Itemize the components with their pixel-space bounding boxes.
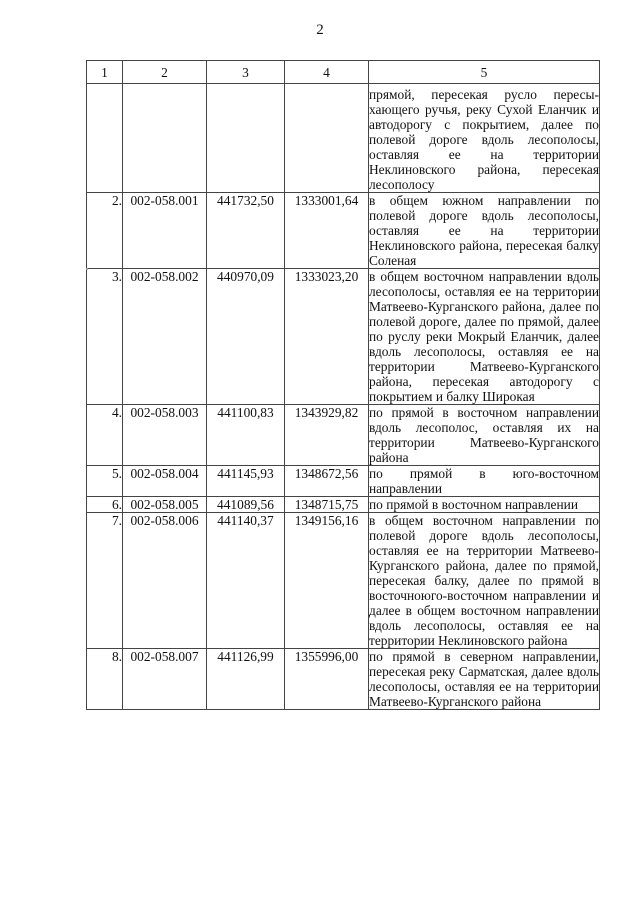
coordinate-x <box>207 84 285 193</box>
boundary-table <box>86 60 600 710</box>
table-row <box>87 497 600 513</box>
table-row <box>87 513 600 649</box>
point-code <box>123 84 207 193</box>
row-number: 3. <box>87 269 123 405</box>
boundary-description: в общем восточном направлении по полевой дороге вдоль лесополосы, оставляя ее на территории Матвеево-Курганского района, далее по прямой, пересекая балку, далее по прямой в восточноюго-восточном направлении и далее в общем восточном направлении вдоль лесополосы, оставляя ее на территории Неклиновского района <box>369 513 599 648</box>
boundary-description: по прямой в восточном направлении вдоль лесополос, оставляя их на территории Матвеево-Курганского района <box>369 405 599 465</box>
point-code: 002-058.006 <box>123 513 207 649</box>
row-number <box>87 84 123 193</box>
coordinate-y <box>285 84 369 193</box>
column-header-5: 5 <box>369 61 600 84</box>
coordinate-y: 1348672,56 <box>285 466 369 497</box>
point-code: 002-058.004 <box>123 466 207 497</box>
coordinate-x: 441089,56 <box>207 497 285 513</box>
point-code: 002-058.005 <box>123 497 207 513</box>
row-number: 5. <box>87 466 123 497</box>
table-row <box>87 193 600 269</box>
point-code: 002-058.003 <box>123 405 207 466</box>
column-header-1: 1 <box>87 61 123 84</box>
coordinate-x: 441145,93 <box>207 466 285 497</box>
page-number: 2 <box>316 22 324 38</box>
table-row <box>87 84 600 193</box>
boundary-description: по прямой в юго-восточном направлении <box>369 466 599 496</box>
coordinate-y: 1355996,00 <box>285 649 369 710</box>
row-number: 2. <box>87 193 123 269</box>
row-number: 6. <box>87 497 123 513</box>
point-code: 002-058.007 <box>123 649 207 710</box>
boundary-description: по прямой в северном направлении, пересекая реку Сарматская, далее вдоль лесополосы, оставляя ее на территории Матвеево-Курганского района <box>369 649 599 709</box>
column-header-2: 2 <box>123 61 207 84</box>
row-number: 7. <box>87 513 123 649</box>
coordinate-y: 1349156,16 <box>285 513 369 649</box>
boundary-description: прямой, пересекая русло пересыхающего ручья, реку Сухой Еланчик и автодорогу с покрытием, далее по полевой дороге вдоль лесополосы, оставляя ее на территории Неклиновского района, пересекая лесополосу <box>369 84 600 193</box>
table-row <box>87 649 600 710</box>
coordinate-y: 1333023,20 <box>285 269 369 405</box>
coordinate-x: 440970,09 <box>207 269 285 405</box>
coordinate-y: 1343929,82 <box>285 405 369 466</box>
table-row <box>87 269 600 405</box>
boundary-description: в общем южном направлении по полевой дороге вдоль лесополосы, оставляя ее на территории Неклиновского района, пересекая балку Соленая <box>369 193 599 268</box>
coordinate-x: 441140,37 <box>207 513 285 649</box>
point-code: 002-058.002 <box>123 269 207 405</box>
coordinate-y: 1333001,64 <box>285 193 369 269</box>
column-header-4: 4 <box>285 61 369 84</box>
coordinate-y: 1348715,75 <box>285 497 369 513</box>
row-number: 8. <box>87 649 123 710</box>
point-code: 002-058.001 <box>123 193 207 269</box>
table-header-row <box>87 61 600 84</box>
boundary-description: в общем восточном направлении вдоль лесополосы, оставляя ее на территории Матвеево-Курганского района, далее по полевой дороге, далее по прямой, далее по руслу реки Мокрый Еланчик, далее вдоль лесополосы, оставляя ее на территории Матвеево-Курганского района, пересекая автодорогу с покрытием и балку Широкая <box>369 269 599 404</box>
coordinate-x: 441100,83 <box>207 405 285 466</box>
table-row <box>87 405 600 466</box>
coordinate-x: 441126,99 <box>207 649 285 710</box>
column-header-3: 3 <box>207 61 285 84</box>
row-number: 4. <box>87 405 123 466</box>
boundary-description: по прямой в восточном направлении <box>369 497 600 513</box>
coordinate-x: 441732,50 <box>207 193 285 269</box>
table-row <box>87 466 600 497</box>
scan-speck <box>86 268 88 270</box>
